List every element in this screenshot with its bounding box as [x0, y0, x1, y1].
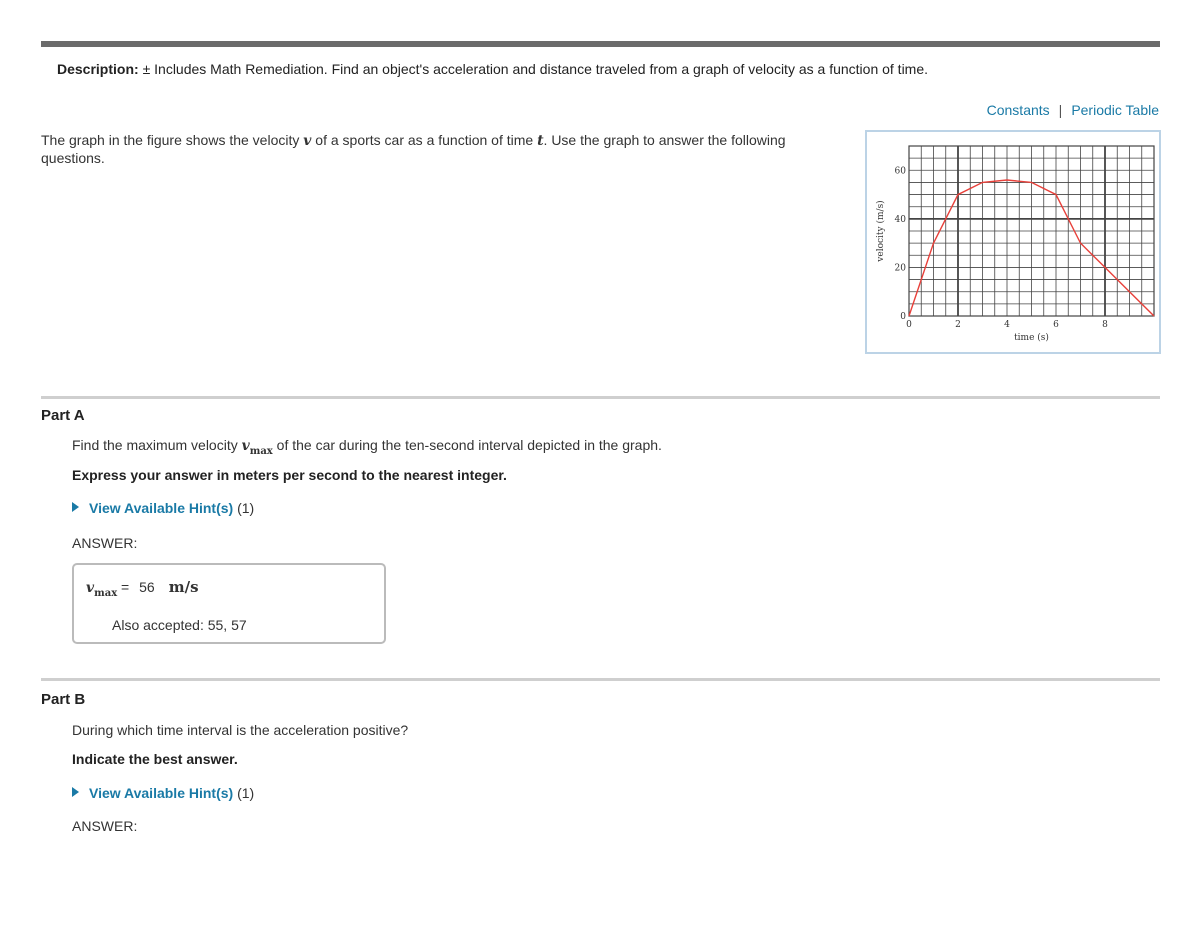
- part-b-hint-toggle[interactable]: [72, 785, 254, 801]
- part-b-question: During which time interval is the acceleration positive?: [72, 722, 409, 738]
- expand-triangle-icon: [72, 502, 79, 512]
- y-tick-label: 20: [894, 263, 906, 274]
- intro-part3: . Use the graph to answer the following questions.: [41, 132, 786, 166]
- part-a-question-start: Find the maximum velocity: [72, 437, 242, 453]
- also-accepted: Also accepted: 55, 57: [112, 617, 247, 633]
- x-axis-label: time (s): [1014, 333, 1049, 343]
- answer-sub: max: [94, 587, 118, 599]
- vmax-v: v: [241, 438, 250, 454]
- part-b-answer-label: ANSWER:: [72, 818, 138, 834]
- part-a-hint-label: View Available Hint(s): [89, 500, 234, 516]
- x-tick-label: 4: [1004, 320, 1010, 330]
- velocity-time-chart: [867, 132, 1159, 352]
- part-a-answer-box: [72, 563, 386, 644]
- velocity-graph-figure[interactable]: [865, 130, 1161, 354]
- answer-v: v: [86, 580, 95, 596]
- velocity-symbol: v: [303, 133, 312, 149]
- y-tick-label: 40: [894, 214, 906, 225]
- part-a-question-end: of the car during the ten-second interval depicted in the graph.: [272, 437, 662, 453]
- description-label: Description:: [57, 61, 139, 77]
- y-axis-label: velocity (m/s): [876, 200, 886, 262]
- resource-links: [987, 102, 1159, 118]
- part-b-divider: [41, 678, 1160, 681]
- description: [57, 61, 928, 77]
- expand-triangle-icon: [72, 787, 79, 797]
- answer-value: 56: [139, 579, 155, 595]
- link-separator: |: [1058, 102, 1063, 118]
- description-text: ± Includes Math Remediation. Find an object's acceleration and distance traveled from a graph of velocity as a function of time.: [138, 61, 929, 77]
- part-a-hint-toggle[interactable]: [72, 500, 254, 516]
- constants-link[interactable]: Constants: [986, 102, 1050, 118]
- intro-text: [41, 132, 841, 167]
- intro-part2: of a sports car as a function of time: [311, 132, 538, 148]
- part-b-hint-count: (1): [233, 785, 255, 801]
- part-b-title: Part B: [41, 691, 86, 708]
- x-tick-label: 8: [1102, 320, 1108, 330]
- top-rule: [41, 41, 1160, 47]
- x-tick-label: 0: [906, 320, 912, 330]
- x-tick-label: 2: [955, 320, 961, 330]
- part-a-divider: [41, 396, 1160, 399]
- part-b-instruction: Indicate the best answer.: [72, 751, 238, 767]
- vmax-symbol: [241, 438, 273, 457]
- x-tick-label: 6: [1053, 320, 1059, 330]
- vmax-sub: max: [249, 445, 273, 457]
- answer-equals: =: [117, 579, 134, 595]
- part-a-answer-label: ANSWER:: [72, 535, 138, 551]
- part-a-instruction: Express your answer in meters per second to the nearest integer.: [72, 467, 507, 483]
- time-symbol: t: [537, 133, 544, 149]
- answer-unit: m/s: [168, 578, 199, 596]
- intro-part1: The graph in the figure shows the velocity: [41, 132, 304, 148]
- periodic-table-link[interactable]: Periodic Table: [1071, 102, 1159, 118]
- answer-line: [86, 578, 199, 599]
- answer-symbol: [86, 580, 118, 599]
- part-a-title: Part A: [41, 407, 85, 424]
- y-tick-label: 60: [894, 166, 906, 177]
- part-b-hint-label: View Available Hint(s): [89, 785, 234, 801]
- part-a-hint-count: (1): [233, 500, 255, 516]
- y-tick-label: 0: [900, 312, 906, 322]
- part-a-question: [72, 437, 662, 457]
